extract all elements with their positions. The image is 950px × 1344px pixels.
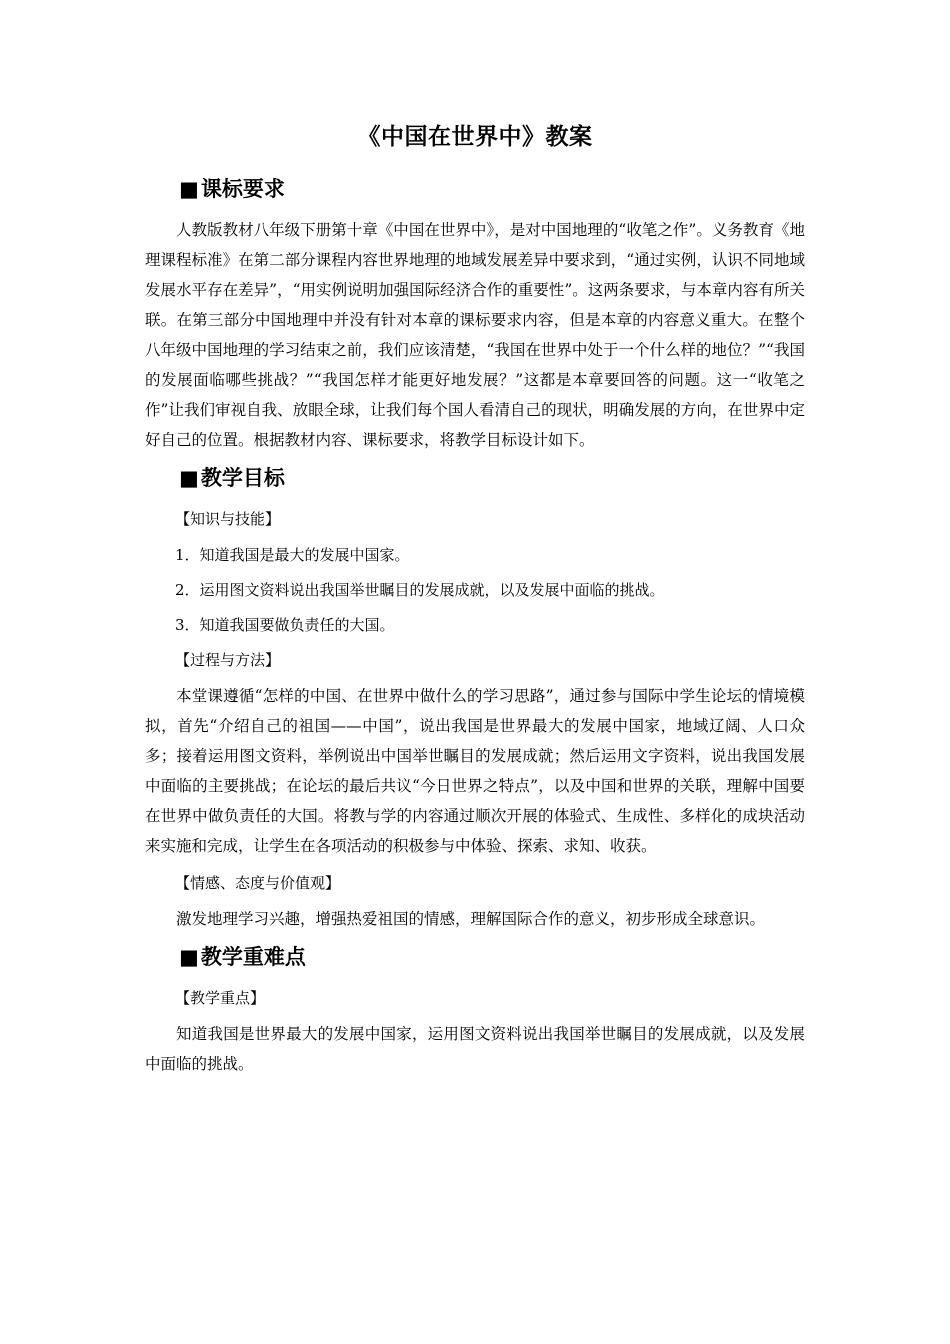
attitude-values-paragraph: 激发地理学习兴趣，增强热爱祖国的情感，理解国际合作的意义，初步形成全球意识。: [176, 910, 766, 928]
section-heading-text: 教学目标: [200, 466, 285, 490]
subheading-attitude-values: 【情感、态度与价值观】: [175, 874, 341, 892]
list-item: 2．运用图文资料说出我国举世瞩目的发展成就，以及发展中面临的挑战。: [175, 581, 665, 599]
subheading-process-method: 【过程与方法】: [175, 651, 281, 669]
document-title: 《中国在世界中》教案: [357, 124, 593, 150]
section-heading-text: 课标要求: [200, 177, 285, 201]
section-heading-curriculum: [145, 173, 805, 205]
list-item: 1．知道我国是最大的发展中国家。: [175, 546, 410, 564]
teaching-focus-paragraph: 知道我国是世界最大的发展中国家，运用图文资料说出我国举世瞩目的发展成就，以及发展中面临的挑战。: [145, 1025, 805, 1073]
list-item: 3．知道我国要做负责任的大国。: [175, 616, 395, 634]
section-heading-text: 教学重难点: [200, 945, 306, 969]
document-page: [145, 118, 805, 1086]
section-heading-objectives: [145, 462, 805, 494]
section-heading-key-points: [145, 941, 805, 973]
process-method-paragraph: 本堂课遵循“怎样的中国、在世界中做什么的学习思路”，通过参与国际中学生论坛的情境模拟，首先“介绍自己的祖国——中国”，说出我国是世界最大的发展中国家，地域辽阔、人口众多；接着运用图文资料，举例说出中国举世瞩目的发展成就；然后运用文字资料，说出我国发展中面临的主要挑战；在论坛的最后共议“今日世界之特点”，以及中国和世界的关联，理解中国要在世界中做负责任的大国。将教与学的内容通过顺次开展的体验式、生成性、多样化的成块活动来实施和完成，让学生在各项活动的积极参与中体验、探索、求知、收获。: [145, 687, 805, 855]
square-bullet-icon: ■: [179, 177, 199, 201]
subheading-teaching-focus: 【教学重点】: [175, 989, 266, 1007]
square-bullet-icon: ■: [179, 466, 199, 490]
curriculum-paragraph: 人教版教材八年级下册第十章《中国在世界中》，是对中国地理的“收笔之作”。义务教育《地理课程标准》在第二部分课程内容世界地理的地域发展差异中要求到，“通过实例，认识不同地域发展水平存在差异”，“用实例说明加强国际经济合作的重要性”。这两条要求，与本章内容有所关联。在第三部分中国地理中并没有针对本章的课标要求内容，但是本章的内容意义重大。在整个八年级中国地理的学习结束之前，我们应该清楚，“我国在世界中处于一个什么样的地位？”“我国的发展面临哪些挑战？”“我国怎样才能更好地发展？”这都是本章要回答的问题。这一“收笔之作”让我们审视自我、放眼全球，让我们每个国人看清自己的现状，明确发展的方向，在世界中定好自己的位置。根据教材内容、课标要求，将教学目标设计如下。: [145, 221, 805, 449]
square-bullet-icon: ■: [179, 945, 199, 969]
subheading-knowledge-skills: 【知识与技能】: [175, 510, 281, 528]
